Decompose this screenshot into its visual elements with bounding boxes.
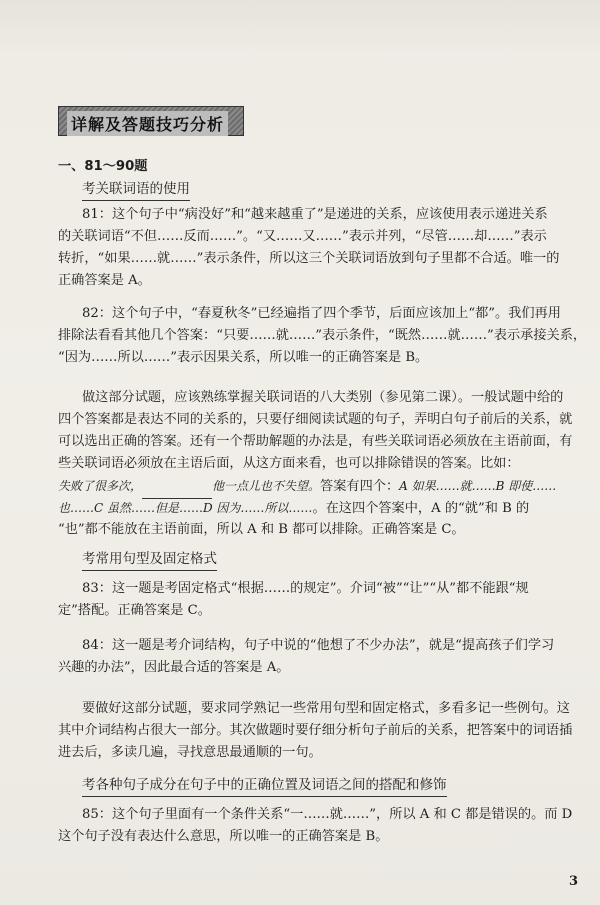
tips2-line-1: 要做好这部分试题，要求同学熟记一些常用句型和固定格式，多看多记一些例句。这 <box>82 701 570 716</box>
q85-line-2: 这个句子没有表达什么意思，所以唯一的正确答案是 B。 <box>58 829 389 844</box>
q83-line-1: 83：这一题是考固定格式“根据……的规定”。介词“被”“让”“从”都不能跟“规 <box>82 581 529 596</box>
tips1-line-4: 些关联词语必须放在主语后面，从这方面来看，也可以排除错误的答案。比如： <box>58 456 520 471</box>
example-blank <box>142 476 212 499</box>
example-options-2: 也……C 虽然……但是……D 因为……所以…… <box>58 501 313 515</box>
subsection-title-3: 考各种句子成分在句子中的正确位置及词语之间的搭配和修饰 <box>82 776 447 797</box>
banner-title: 详解及答题技巧分析 <box>67 111 228 136</box>
q85-line-1: 85：这个句子里面有一个条件关系“一……就……”，所以 A 和 C 都是错误的。而 D <box>82 807 573 822</box>
section-banner <box>58 106 244 136</box>
tips1-line-1: 做这部分试题，应该熟练掌握关联词语的八大类别（参见第二课）。一般试题中给的 <box>82 390 564 405</box>
example-analysis: 。在这四个答案中，A 的“就”和 B 的 <box>312 501 530 516</box>
q84-line-1: 84：这一题是考介词结构，句子中说的“他想了不少办法”，就是“提高孩子们学习 <box>82 638 555 653</box>
q81-line-4: 正确答案是 A。 <box>58 273 151 288</box>
tips2-line-2: 其中介词结构占很大一部分。其次做题时要仔细分析句子前后的关系，把答案中的词语插 <box>58 723 573 738</box>
page-number: 3 <box>568 874 578 889</box>
example-clause-b: 他一点儿也不失望。 <box>212 479 321 493</box>
example-answer-intro: 答案有四个： <box>320 479 400 494</box>
example-line-1 <box>58 475 556 499</box>
example-line-2 <box>58 497 529 520</box>
tips2-line-3: 进去后，多读几遍，寻找意思最通顺的一句。 <box>58 745 322 760</box>
q81-line-2: 的关联词语“不但……反而……”。“又……又……”表示并列，“尽管……却……”表示 <box>58 229 547 244</box>
q82-line-3: “因为……所以……”表示因果关系，所以唯一的正确答案是 B。 <box>58 350 429 365</box>
tips1-line-3: 可以选出正确的答案。还有一个帮助解题的办法是，有些关联词语必须放在主语前面，有 <box>58 434 573 449</box>
q83-line-2: 定”搭配。正确答案是 C。 <box>58 603 211 618</box>
example-clause-a: 失败了很多次， <box>58 479 143 493</box>
tips1-line-2: 四个答案都是表达不同的关系的，只要仔细阅读试题的句子，弄明白句子前后的关系，就 <box>58 412 573 427</box>
example-line-3: “也”都不能放在主语前面，所以 A 和 B 都可以排除。正确答案是 C。 <box>58 522 465 537</box>
subsection-title-1: 考关联词语的使用 <box>82 180 190 201</box>
q84-line-2: 兴趣的办法”，因此最合适的答案是 A。 <box>58 660 290 675</box>
q82-line-1: 82：这个句子中，“春夏秋冬”已经遍指了四个季节，后面应该加上“都”。我们再用 <box>82 306 561 321</box>
q81-line-3: 转折，“如果……就……”表示条件，所以这三个关联词语放到句子里都不合适。唯一的 <box>58 251 560 266</box>
q81-line-1: 81：这个句子中“病没好”和“越来越重了”是递进的关系，应该使用表示递进关系 <box>82 207 548 222</box>
subsection-title-2: 考常用句型及固定格式 <box>82 550 217 571</box>
q82-line-2: 排除法看看其他几个答案：“只要……就……”表示条件，“既然……就……”表示承接关系， <box>58 328 587 343</box>
section-heading: 一、81～90题 <box>58 159 148 174</box>
example-options: A 如果……就……B 即使…… <box>399 479 557 493</box>
